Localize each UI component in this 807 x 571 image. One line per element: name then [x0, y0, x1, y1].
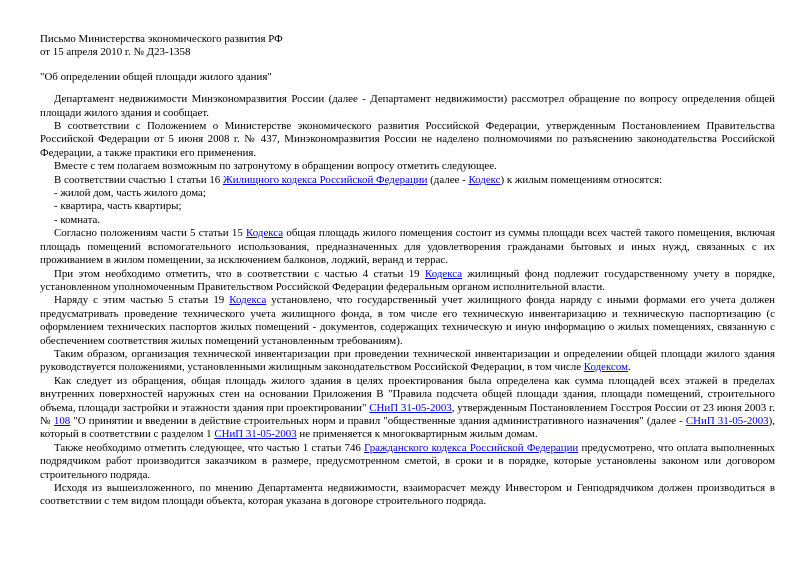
header-line-2: от 15 апреля 2010 г. № Д23-1358 — [40, 46, 191, 59]
paragraph-5: Согласно положениям части 5 статьи 15 Кодекса общая площадь жилого помещения состоит из суммы площади всех частей такого помещения, включая площадь помещений вспомогательного использования, предназначенных для удовлетворения гражданами бытовых и иных нужд, связанных с их проживанием в жилом помещении, за исключением балконов, лоджий, веранд и террас. — [40, 227, 775, 267]
list-item: - жилой дом, часть жилого дома; — [54, 187, 206, 200]
list-item: - комната. — [54, 213, 101, 226]
link-resolution-108[interactable]: 108 — [53, 414, 71, 427]
paragraph-3: Вместе с тем полагаем возможным по затронутому в обращении вопросу отметить следующее. — [54, 160, 497, 173]
paragraph-10: Также необходимо отметить следующее, что частью 1 статьи 746 Гражданского кодекса Российской Федерации предусмотрено, что оплата выполненных подрядчиком работ производится заказчиком в размере, предусмотренном сметой, в сроки и в порядке, которые установлены законом или договором строительного подряда. — [40, 441, 775, 481]
paragraph-11: Исходя из вышеизложенного, по мнению Департамента недвижимости, взаиморасчет между Инвестором и Генподрядчиком должен производиться в соответствии с тем видом площади объекта, которая указана в договоре строительного подряда. — [40, 482, 775, 508]
list-item: - квартира, часть квартиры; — [54, 200, 182, 213]
link-snip[interactable]: СНиП 31-05-2003 — [214, 428, 297, 441]
paragraph-8: Таким образом, организация технической инвентаризации при проведении технической инвентаризации и определении общей площади жилого здания руководствуется положениями, установленными жилищным законодательством Российской Федерации, в том числе Кодексом. — [40, 347, 775, 374]
link-civil-code[interactable]: Гражданского кодекса Российской Федерации — [364, 441, 579, 454]
link-snip[interactable]: СНиП 31-05-2003 — [369, 401, 452, 414]
paragraph-2: В соответствии с Положением о Министерстве экономического развития Российской Федерации, утвержденным Постановлением Правительства Российской Федерации от 5 июня 2008 г. № 437, Минэкономразвития России не наделено полномочиями по разъяснению законодательства Российской Федерации, а также практики его применения. — [40, 120, 775, 159]
document-title: "Об определении общей площади жилого здания" — [40, 70, 272, 83]
link-code[interactable]: Кодекса — [424, 267, 463, 280]
paragraph-9: Как следует из обращения, общая площадь жилого здания в целях проектирования была определена как сумма площадей всех этажей в пределах внутренних поверхностей наружных стен на основании Приложения В "Правила подсчета общей площади здания, площади помещений, строительного объема, площади застройки и этажности здания при проектировании" СНиП 31-05-2003, утвержденным Постановлением Госстроя России от 23 июня 2003 г. № 108 "О принятии и введении в действие строительных норм и правил "общественные здания административного назначения" (далее - СНиП 31-05-2003), который в соответствии с разделом 1 СНиП 31-05-2003 не применяется к многоквартирным жилым домам. — [40, 374, 775, 441]
paragraph-1: Департамент недвижимости Минэкономразвития России (далее - Департамент недвижимости) рассмотрел обращение по вопросу определения общей площади жилого здания и сообщает. — [40, 93, 775, 119]
link-code[interactable]: Кодекса — [246, 227, 284, 240]
paragraph-4: В соответствии счастью 1 статьи 16 Жилищного кодекса Российской Федерации (далее - Кодекс) к жилым помещениям относятся: — [54, 173, 663, 186]
link-code[interactable]: Кодекс — [468, 173, 501, 186]
link-code[interactable]: Кодекса — [229, 294, 267, 307]
link-housing-code[interactable]: Жилищного кодекса Российской Федерации — [222, 173, 428, 186]
paragraph-7: Наряду с этим частью 5 статьи 19 Кодекса установлено, что государственный учет жилищного фонда наряду с иными формами его учета должен предусматривать проведение технического учета жилищного фонда, в том числе его техническую инвентаризацию и техническую паспортизацию (с оформлением технических паспортов жилых помещений - документов, содержащих техническую и иную информацию о жилых помещениях, связанную с обеспечением соответствия жилых помещений установленным требованиям). — [40, 294, 775, 347]
link-snip[interactable]: СНиП 31-05-2003 — [685, 414, 769, 427]
header-line-1: Письмо Министерства экономического развития РФ — [40, 33, 283, 45]
paragraph-6: При этом необходимо отметить, что в соответствии с частью 4 статьи 19 Кодекса жилищный фонд подлежит государственному учету в порядке, установленном уполномоченным Правительством Российской Федерации федеральным органом исполнительной власти. — [40, 267, 775, 293]
link-code[interactable]: Кодексом — [583, 361, 628, 374]
document-header — [40, 33, 775, 60]
